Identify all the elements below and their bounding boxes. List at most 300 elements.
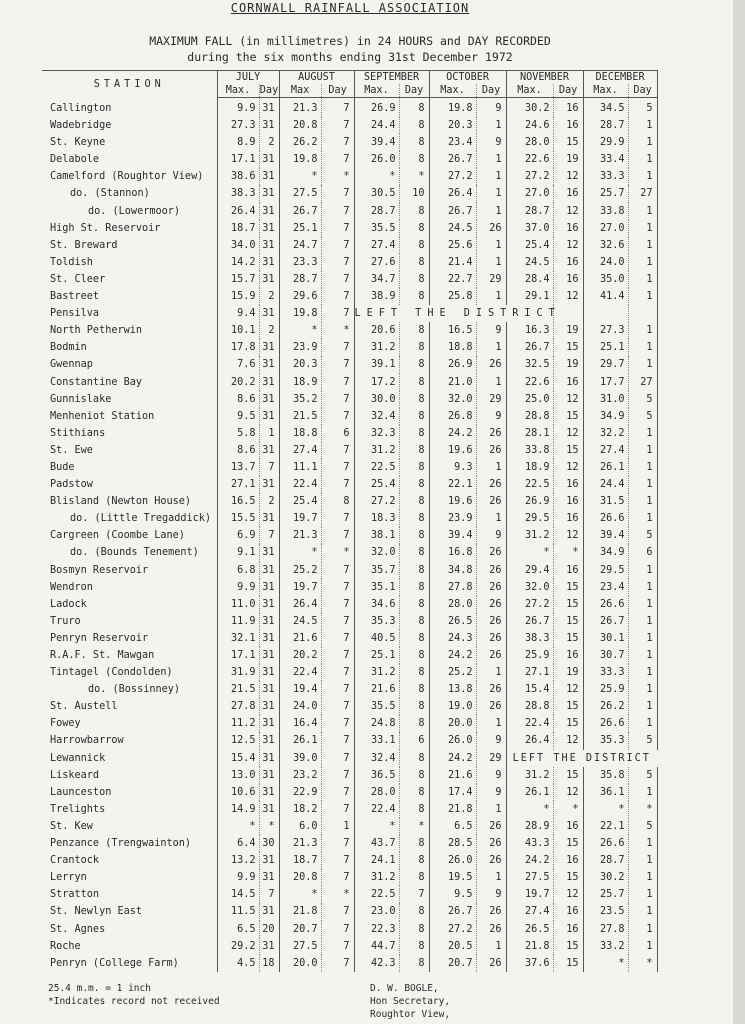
- day-value: 8: [399, 664, 429, 681]
- max-value: 12.5: [230, 735, 256, 747]
- max-value: 29.9: [600, 137, 625, 149]
- day-value: 12: [553, 391, 583, 408]
- table-row: [42, 869, 657, 886]
- day-value: 16: [553, 818, 583, 835]
- day-value: 31: [259, 117, 279, 134]
- max-value: 39.4: [447, 530, 473, 542]
- day-subheader: Day: [476, 84, 506, 98]
- day-value: 31: [259, 938, 279, 955]
- day-value: 8: [399, 493, 429, 510]
- day-value: 16: [553, 852, 583, 869]
- day-value: 1: [321, 818, 354, 835]
- day-value: 2: [259, 493, 279, 510]
- day-value: 8: [399, 527, 429, 544]
- table-row: [42, 151, 657, 168]
- max-value: 33.2: [600, 940, 625, 952]
- max-value: 25.0: [524, 393, 550, 405]
- table-row: [42, 544, 657, 561]
- max-subheader: Max.: [583, 84, 628, 98]
- max-value: 26.6: [600, 513, 625, 525]
- day-value: 7: [321, 715, 354, 732]
- max-value: 36.5: [370, 769, 396, 781]
- max-value: 31.2: [370, 667, 396, 679]
- max-value: 16.5: [447, 325, 473, 337]
- max-value: 38.1: [370, 530, 396, 542]
- day-value: 16: [553, 271, 583, 288]
- max-value: 36.1: [600, 786, 625, 798]
- day-value: 26: [476, 442, 506, 459]
- station-name: Trelights: [42, 801, 217, 818]
- max-value: 17.1: [230, 650, 256, 661]
- day-value: 5: [628, 391, 657, 408]
- station-name: North Petherwin: [42, 322, 217, 339]
- max-value: 10.6: [230, 786, 256, 798]
- max-value: 26.1: [292, 735, 318, 747]
- max-value: 5.8: [237, 427, 256, 439]
- table-row: [42, 391, 657, 408]
- day-value: 2: [259, 322, 279, 339]
- max-value: 22.6: [524, 376, 550, 388]
- day-value: 5: [628, 767, 657, 784]
- day-value: 26: [476, 544, 506, 561]
- max-value: 24.5: [292, 615, 318, 627]
- table-row: [42, 801, 657, 818]
- day-value: 1: [628, 784, 657, 801]
- max-value: 17.1: [230, 154, 256, 166]
- max-subheader: Max.: [429, 84, 476, 98]
- day-value: 8: [399, 784, 429, 801]
- table-row: [42, 271, 657, 288]
- day-subheader: Day: [259, 85, 279, 96]
- max-value: 33.1: [370, 735, 396, 747]
- max-value: 35.7: [370, 564, 396, 576]
- max-value: 32.0: [524, 581, 550, 593]
- day-subheader: Day: [399, 84, 429, 98]
- day-value: 15: [553, 339, 583, 356]
- day-value: 31: [259, 852, 279, 869]
- day-value: 8: [399, 374, 429, 391]
- day-value: 16: [553, 374, 583, 391]
- asterisk-note: *Indicates record not received: [48, 996, 220, 1007]
- day-value: 9: [476, 886, 506, 903]
- day-value: 12: [553, 203, 583, 220]
- day-value: 8: [399, 801, 429, 818]
- day-value: 1: [628, 681, 657, 698]
- max-value: 11.0: [230, 598, 256, 610]
- station-name: Wadebridge: [42, 117, 217, 134]
- max-value: 26.7: [447, 154, 473, 166]
- max-value: 26.0: [370, 154, 396, 166]
- day-value: 1: [628, 339, 657, 356]
- day-value: 31: [259, 476, 279, 493]
- max-value: 16.4: [292, 718, 318, 730]
- day-value: 8: [399, 698, 429, 715]
- day-value: 31: [259, 664, 279, 681]
- max-value: 24.6: [524, 120, 550, 132]
- max-value: 25.4: [370, 479, 396, 491]
- day-value: 31: [259, 681, 279, 698]
- day-value: 8: [399, 767, 429, 784]
- max-value: 29.4: [524, 564, 550, 576]
- day-value: 12: [553, 527, 583, 544]
- day-value: 1: [628, 921, 657, 938]
- day-value: *: [553, 801, 583, 818]
- table-row: [42, 510, 657, 527]
- day-value: 7: [321, 955, 354, 972]
- day-value: 8: [399, 750, 429, 767]
- day-value: 15: [553, 134, 583, 151]
- max-value: 26.0: [447, 735, 473, 747]
- max-value: 38.3: [524, 632, 550, 644]
- day-value: 1: [476, 374, 506, 391]
- max-value: 20.8: [292, 872, 318, 884]
- max-value: 26.7: [292, 205, 318, 217]
- station-name: St. Cleer: [42, 271, 217, 288]
- table-row: [42, 288, 657, 305]
- day-value: 1: [476, 339, 506, 356]
- day-value: 8: [399, 339, 429, 356]
- day-value: 26: [476, 903, 506, 920]
- month-header-september: SEPTEMBER: [354, 71, 429, 85]
- max-value: 24.2: [447, 427, 473, 439]
- day-value: 1: [476, 664, 506, 681]
- station-name: Delabole: [42, 151, 217, 168]
- conversion-note: 25.4 m.m. = 1 inch: [48, 983, 151, 994]
- max-value: 31.2: [370, 342, 396, 354]
- max-value: 22.4: [370, 803, 396, 815]
- max-value: 38.3: [230, 188, 256, 200]
- day-value: 26: [476, 852, 506, 869]
- day-value: 1: [476, 510, 506, 527]
- table-row: [42, 374, 657, 391]
- station-name: St. Ewe: [42, 442, 217, 459]
- subtitle-line-2: during the six months ending 31st December 1972: [187, 50, 513, 64]
- max-value: 25.1: [292, 222, 318, 234]
- max-value: 32.4: [370, 410, 396, 422]
- max-value: 13.8: [447, 684, 473, 696]
- day-value: 31: [259, 613, 279, 630]
- max-value: 39.1: [370, 359, 396, 371]
- max-value: 35.3: [370, 615, 396, 627]
- station-name: St. Agnes: [42, 921, 217, 938]
- max-value: 29.6: [292, 291, 318, 303]
- max-value: 21.8: [447, 803, 473, 815]
- day-value: 31: [259, 98, 279, 118]
- max-value: 29.2: [230, 940, 256, 952]
- station-name: Wendron: [42, 579, 217, 596]
- station-name: Stratton: [42, 886, 217, 903]
- day-value: 26: [476, 921, 506, 938]
- day-value: 8: [399, 921, 429, 938]
- max-value: 34.8: [447, 564, 473, 576]
- day-value: 5: [628, 527, 657, 544]
- max-value: 33.8: [524, 444, 550, 456]
- day-value: 31: [259, 185, 279, 202]
- day-value: 16: [553, 562, 583, 579]
- max-value: 32.2: [600, 427, 625, 439]
- max-value: 13.2: [230, 855, 256, 867]
- day-value: 1: [628, 664, 657, 681]
- day-value: 7: [321, 767, 354, 784]
- station-name: do. (Stannon): [42, 185, 217, 202]
- day-value: 7: [321, 562, 354, 579]
- day-value: 8: [399, 715, 429, 732]
- max-value: 33.8: [600, 205, 625, 217]
- day-value: 9: [476, 784, 506, 801]
- day-value: 8: [399, 476, 429, 493]
- station-name: St. Kew: [42, 818, 217, 835]
- day-value: 1: [628, 869, 657, 886]
- station-column-header: STATION: [42, 71, 217, 98]
- max-value: 38.6: [230, 171, 256, 183]
- day-value: 8: [399, 391, 429, 408]
- day-value: 16: [553, 254, 583, 271]
- max-subheader: Max.: [217, 84, 259, 98]
- day-value: 31: [259, 220, 279, 237]
- day-value: 16: [553, 510, 583, 527]
- max-subheader: Max.: [354, 84, 399, 98]
- table-row: [42, 527, 657, 544]
- day-value: 7: [321, 237, 354, 254]
- max-value: 27.4: [600, 444, 625, 456]
- day-value: 2: [259, 134, 279, 151]
- max-value: 11.9: [230, 615, 256, 627]
- day-value: 26: [476, 425, 506, 442]
- table-row: [42, 493, 657, 510]
- table-row: [42, 732, 657, 749]
- day-value: 31: [259, 715, 279, 732]
- max-value: 19.5: [447, 872, 473, 884]
- max-value: 13.7: [230, 461, 256, 473]
- max-value: 26.7: [524, 615, 550, 627]
- max-value: 20.2: [230, 376, 256, 388]
- day-value: 7: [321, 596, 354, 613]
- max-value: 20.3: [447, 120, 473, 132]
- day-value: 7: [321, 852, 354, 869]
- max-value: 15.5: [230, 513, 256, 525]
- max-value: 21.3: [292, 103, 318, 114]
- max-value: 27.8: [600, 923, 625, 935]
- max-value: 17.8: [230, 342, 256, 354]
- max-value: 19.7: [292, 513, 318, 525]
- day-value: 31: [259, 254, 279, 271]
- day-value: 1: [628, 596, 657, 613]
- day-value: 8: [399, 835, 429, 852]
- month-header-november: NOVEMBER: [506, 71, 583, 85]
- day-value: 31: [259, 579, 279, 596]
- max-value: 27.2: [447, 171, 473, 183]
- day-value: 31: [259, 544, 279, 561]
- max-value: 33.3: [600, 171, 625, 183]
- day-value: 7: [321, 698, 354, 715]
- max-value: 18.9: [292, 376, 318, 388]
- max-value: 22.4: [524, 718, 550, 730]
- max-value: 28.7: [370, 205, 396, 217]
- max-value: 34.9: [600, 547, 625, 559]
- day-value: 19: [553, 151, 583, 168]
- day-value: 7: [321, 681, 354, 698]
- max-value: 32.0: [370, 547, 396, 559]
- day-value: 15: [553, 955, 583, 972]
- day-value: 26: [476, 698, 506, 715]
- table-row: [42, 237, 657, 254]
- max-value: 21.8: [292, 906, 318, 918]
- day-value: 7: [321, 356, 354, 373]
- table-row: [42, 185, 657, 202]
- day-value: 7: [321, 134, 354, 151]
- max-value: 29.5: [524, 513, 550, 525]
- max-value: 31.5: [600, 496, 625, 508]
- max-value: 27.5: [292, 188, 318, 200]
- max-value: 24.7: [292, 239, 318, 251]
- max-value: 26.5: [447, 615, 473, 627]
- max-value: 25.4: [292, 496, 318, 508]
- max-value: *: [543, 803, 550, 815]
- signatory-role: Hon Secretary,: [370, 996, 451, 1007]
- table-row: [42, 784, 657, 801]
- max-value: 27.3: [230, 120, 256, 132]
- month-header-july: JULY: [217, 71, 279, 85]
- max-value: 26.7: [524, 342, 550, 354]
- day-value: 31: [259, 647, 279, 664]
- max-value: 6.8: [237, 564, 256, 576]
- day-value: 8: [399, 510, 429, 527]
- month-header-december: DECEMBER: [583, 71, 657, 85]
- day-value: 26: [476, 220, 506, 237]
- day-value: *: [321, 886, 354, 903]
- day-value: 6: [321, 425, 354, 442]
- max-value: 26.6: [600, 718, 625, 730]
- max-value: 26.6: [600, 598, 625, 610]
- max-value: 21.8: [524, 940, 550, 952]
- day-value: 1: [628, 493, 657, 510]
- day-value: 7: [259, 459, 279, 476]
- day-value: 1: [628, 613, 657, 630]
- day-value: 8: [399, 271, 429, 288]
- max-value: 22.4: [292, 479, 318, 491]
- max-value: *: [618, 957, 625, 969]
- station-name: High St. Reservoir: [42, 220, 217, 237]
- day-value: 7: [321, 801, 354, 818]
- max-value: *: [389, 820, 396, 832]
- max-value: *: [311, 171, 318, 183]
- max-value: 31.2: [370, 444, 396, 456]
- day-value: 26: [476, 579, 506, 596]
- day-value: 7: [259, 886, 279, 903]
- station-name: Cargreen (Coombe Lane): [42, 527, 217, 544]
- max-value: 23.2: [292, 769, 318, 781]
- max-value: 20.0: [292, 957, 318, 969]
- max-value: 25.7: [600, 889, 625, 901]
- max-value: 39.0: [292, 752, 318, 764]
- day-value: 1: [476, 237, 506, 254]
- day-value: 16: [553, 903, 583, 920]
- max-value: 8.6: [237, 444, 256, 456]
- max-value: 27.8: [447, 581, 473, 593]
- max-value: 20.7: [447, 957, 473, 969]
- day-value: 8: [399, 151, 429, 168]
- max-value: 26.4: [447, 188, 473, 200]
- day-value: 1: [628, 459, 657, 476]
- max-value: 25.7: [600, 188, 625, 200]
- max-value: 41.4: [600, 291, 625, 303]
- day-value: 7: [321, 442, 354, 459]
- max-value: 26.4: [292, 598, 318, 610]
- footer-notes: [48, 982, 220, 1008]
- max-value: 15.7: [230, 273, 256, 285]
- day-value: 8: [399, 203, 429, 220]
- day-value: 1: [476, 869, 506, 886]
- day-value: 16: [553, 117, 583, 134]
- max-value: 22.4: [292, 667, 318, 679]
- day-value: 31: [259, 168, 279, 185]
- day-value: 6: [399, 732, 429, 749]
- day-value: *: [399, 818, 429, 835]
- max-value: 27.2: [524, 598, 550, 610]
- day-value: 12: [553, 886, 583, 903]
- max-value: 9.5: [237, 410, 256, 422]
- table-row: [42, 442, 657, 459]
- max-value: 22.5: [370, 461, 396, 473]
- day-value: 8: [399, 425, 429, 442]
- day-subheader: Day: [628, 84, 657, 98]
- max-value: 26.7: [447, 906, 473, 918]
- max-value: 6.4: [237, 838, 256, 850]
- max-value: 17.2: [370, 376, 396, 388]
- max-value: 39.4: [370, 137, 396, 149]
- max-value: 40.5: [370, 632, 396, 644]
- max-value: 20.7: [292, 923, 318, 935]
- day-value: *: [628, 801, 657, 818]
- day-value: 1: [628, 562, 657, 579]
- max-value: 25.2: [292, 564, 318, 576]
- day-value: 12: [553, 681, 583, 698]
- day-value: 1: [628, 168, 657, 185]
- max-value: 27.6: [370, 256, 396, 268]
- day-value: 12: [553, 425, 583, 442]
- station-name: Liskeard: [42, 767, 217, 784]
- max-value: 26.1: [524, 786, 550, 798]
- table-row: [42, 322, 657, 339]
- day-value: 7: [321, 476, 354, 493]
- day-value: 1: [628, 630, 657, 647]
- station-name: Menheniot Station: [42, 408, 217, 425]
- max-value: 27.2: [524, 171, 550, 183]
- signatory-address: Roughtor View,: [370, 1009, 451, 1020]
- left-district-note: LEFT THE DISTRICT: [512, 752, 651, 764]
- max-value: 25.1: [370, 650, 396, 661]
- day-value: *: [399, 168, 429, 185]
- day-value: 1: [476, 288, 506, 305]
- max-value: 19.8: [447, 103, 473, 114]
- max-value: 30.7: [600, 650, 625, 661]
- station-name: Blisland (Newton House): [42, 493, 217, 510]
- max-value: 8.9: [237, 137, 256, 149]
- station-name: Penryn (College Farm): [42, 955, 217, 972]
- max-value: 20.6: [370, 325, 396, 337]
- day-value: 7: [321, 117, 354, 134]
- max-value: 26.7: [447, 205, 473, 217]
- table-row: [42, 921, 657, 938]
- station-name: Fowey: [42, 715, 217, 732]
- day-value: 1: [476, 203, 506, 220]
- day-value: 10: [399, 185, 429, 202]
- day-value: 16: [553, 647, 583, 664]
- day-value: 30: [259, 835, 279, 852]
- max-value: 25.8: [447, 291, 473, 303]
- table-row: [42, 818, 657, 835]
- day-value: 7: [321, 903, 354, 920]
